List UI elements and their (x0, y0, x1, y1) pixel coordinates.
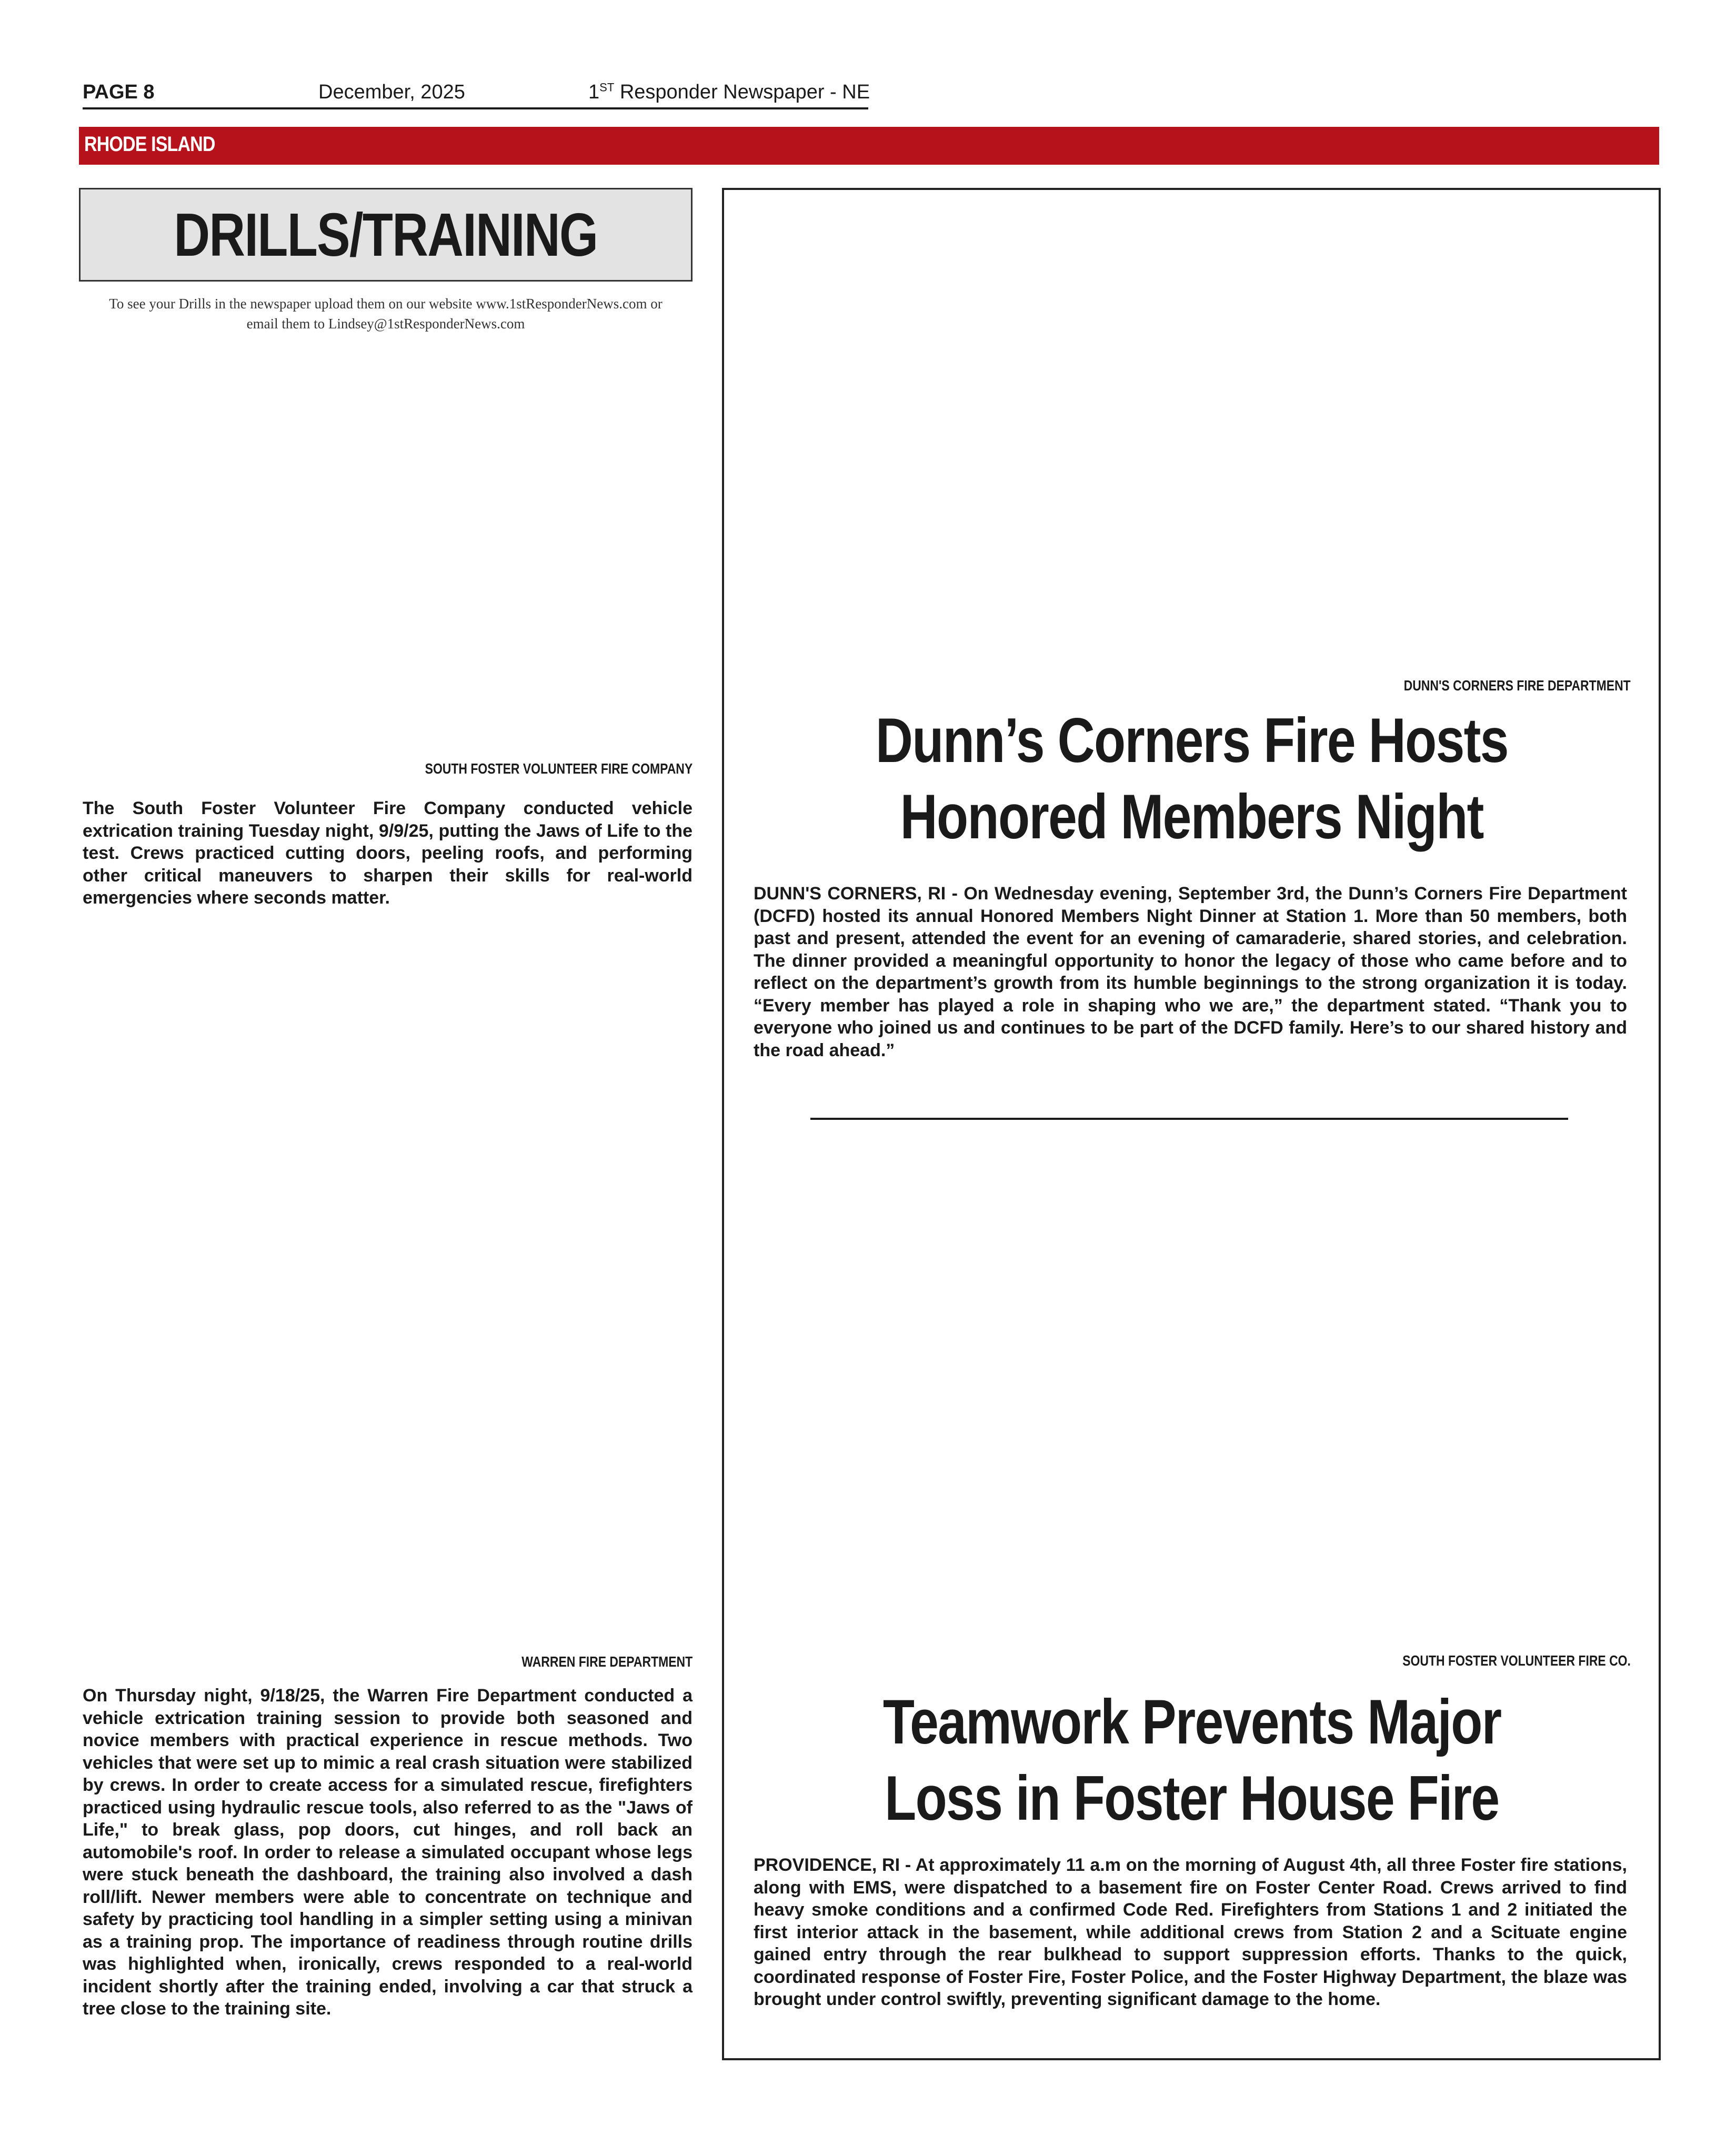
article-credit: WARREN FIRE DEPARTMENT (521, 1653, 693, 1670)
article-body: PROVIDENCE, RI - At approximately 11 a.m on the morning of August 4th, all three Foster fire stations, along with EMS, were dispatched to a basement fire on Foster Center Road. Crews arrived to find heavy smoke conditions and a confirmed Code Red. Firefighters from Stations 1 and 2 initiated the first interior attack in the basement, while additional crews from Station 2 and a Scituate engine gained entry through the rear bulkhead to support suppression efforts. Thanks to the quick, coordinated response of Foster Fire, Foster Police, and the Foster Highway Department, the blaze was brought under control swiftly, preventing significant damage to the home. (754, 1855, 1627, 2009)
issue-date: December, 2025 (318, 81, 465, 103)
region-label: RHODE ISLAND (84, 133, 215, 156)
article-headline (747, 703, 1637, 855)
headline-line: Loss in Foster House Fire (885, 1763, 1499, 1833)
submission-note (79, 294, 693, 334)
publication-superscript: ST (599, 81, 615, 94)
page-number: PAGE 8 (83, 81, 155, 103)
headline-line: Honored Members Night (900, 781, 1484, 852)
header-rule (83, 107, 868, 109)
submission-note-line2: email them to Lindsey@1stResponderNews.com (246, 316, 525, 332)
publication-name (588, 81, 870, 104)
article-body: The South Foster Volunteer Fire Company conducted vehicle extrication training Tuesday night, 9/9/25, putting the Jaws of Life to the test. Crews practiced cutting doors, peeling roofs, and performing other critical maneuvers to sharpen their skills for real-world emergencies where seconds matter. (83, 798, 693, 908)
headline-line: Teamwork Prevents Major (882, 1687, 1501, 1757)
section-title: DRILLS/TRAINING (174, 201, 598, 269)
article-headline (747, 1684, 1637, 1837)
article-body: DUNN'S CORNERS, RI - On Wednesday evening, September 3rd, the Dunn’s Corners Fire Department (DCFD) hosted its annual Honored Members Night Dinner at Station 1. More than 50 members, both past and present, attended the event for an evening of camaraderie, shared stories, and celebration. The dinner provided a meaningful opportunity to honor the legacy of those who came before and to reflect on the department’s growth from its humble beginnings to the strong organization it is today. “Every member has played a role in shaping who we are,” the department stated. “Thank you to everyone who joined us and continues to be part of the DCFD family. Here’s to our shared history and the road ahead.” (754, 884, 1627, 1060)
section-title-box (79, 188, 693, 282)
article-credit: DUNN'S CORNERS FIRE DEPARTMENT (1403, 677, 1631, 694)
publication-rest: Responder Newspaper - NE (614, 81, 870, 103)
headline-line: Dunn’s Corners Fire Hosts (876, 705, 1508, 776)
article-body: On Thursday night, 9/18/25, the Warren Fire Department conducted a vehicle extrication training session to provide both seasoned and novice members with practical experience in rescue methods. Two vehicles that were set up to mimic a real crash situation were stabilized by crews. In order to create access for a simulated rescue, firefighters practiced using hydraulic rescue tools, also referred to as the "Jaws of Life," to break glass, pop doors, cut hinges, and roll back an automobile's roof. In order to release a simulated occupant whose legs were stuck beneath the dashboard, the training also involved a dash roll/lift. Newer members were able to concentrate on technique and safety by practicing tool handling in a simpler setting using a minivan as a training prop. The importance of readiness through routine drills was highlighted when, ironically, crews responded to a real-world incident shortly after the training ended, involving a car that struck a tree close to the training site. (83, 1686, 693, 2019)
submission-note-line1: To see your Drills in the newspaper upload them on our website www.1stResponderNews.com or (109, 296, 663, 312)
region-banner (79, 127, 1659, 165)
article-separator (810, 1118, 1568, 1120)
article-credit: SOUTH FOSTER VOLUNTEER FIRE CO. (1402, 1652, 1631, 1669)
article-credit: SOUTH FOSTER VOLUNTEER FIRE COMPANY (425, 760, 693, 777)
publication-prefix: 1 (588, 81, 600, 103)
